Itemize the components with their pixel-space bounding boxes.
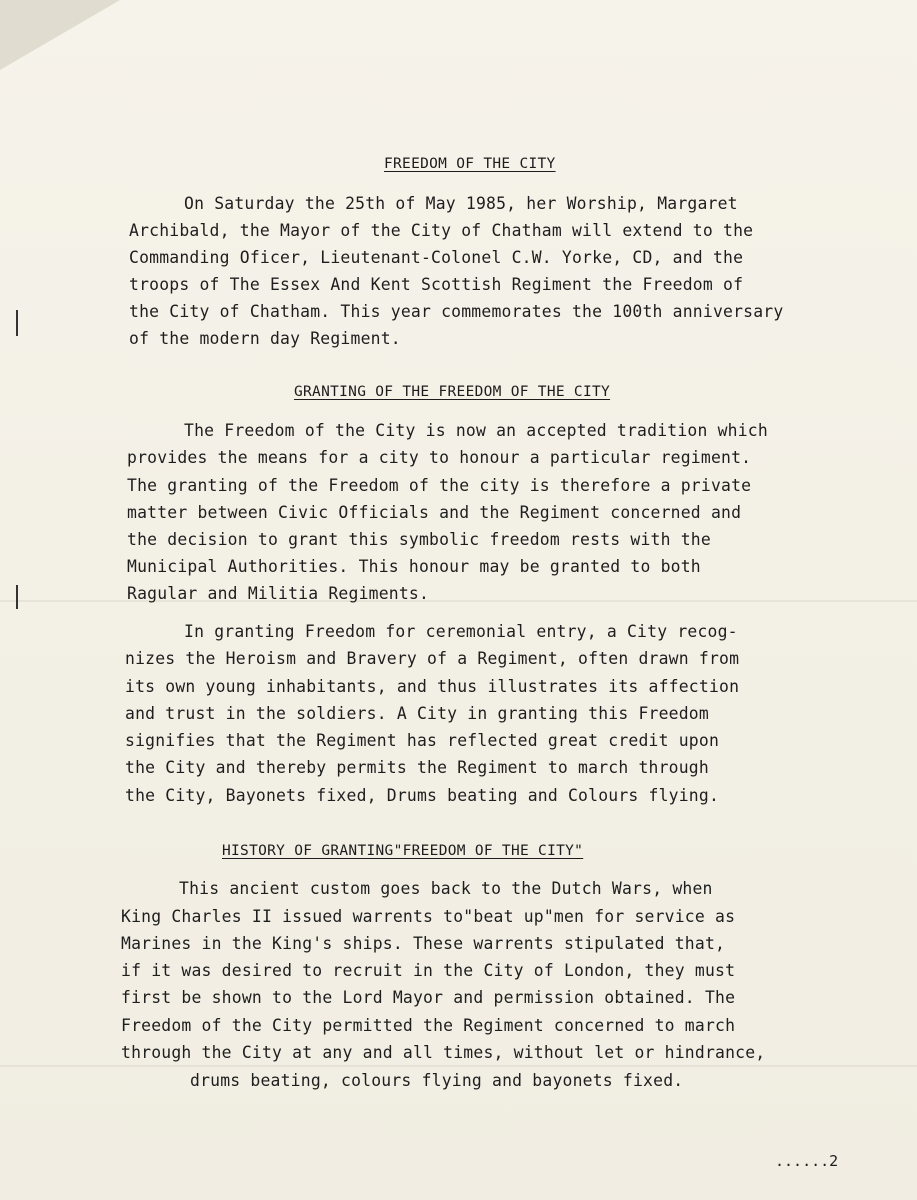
margin-mark [16, 310, 18, 336]
text-line: King Charles II issued warrents to"beat up"men for service as [121, 907, 736, 926]
heading-freedom-of-the-city: FREEDOM OF THE CITY [384, 156, 556, 172]
text-line: first be shown to the Lord Mayor and permission obtained. The [121, 988, 736, 1007]
text-line: of the modern day Regiment. [129, 329, 401, 348]
text-line: This ancient custom goes back to the Dutch Wars, when [179, 879, 713, 898]
margin-mark [16, 585, 18, 609]
page-number: ......2 [775, 1152, 839, 1170]
text-line: Commanding Oficer, Lieutenant-Colonel C.W. Yorke, CD, and the [129, 248, 744, 267]
paper-fold [0, 1065, 917, 1067]
text-line: through the City at any and all times, without let or hindrance, [121, 1043, 766, 1062]
text-line: The Freedom of the City is now an accepted tradition which [184, 421, 768, 440]
text-line: signifies that the Regiment has reflected great credit upon [125, 731, 720, 750]
text-line: the City, Bayonets fixed, Drums beating and Colours flying. [125, 786, 720, 805]
text-line: its own young inhabitants, and thus illustrates its affection [125, 677, 740, 696]
text-line: The granting of the Freedom of the city is therefore a private [127, 476, 752, 495]
text-line: Freedom of the City permitted the Regiment concerned to march [121, 1016, 736, 1035]
text-line: Ragular and Militia Regiments. [127, 584, 430, 603]
heading-history-of-granting: HISTORY OF GRANTING"FREEDOM OF THE CITY" [222, 843, 584, 859]
text-line: provides the means for a city to honour a particular regiment. [127, 448, 752, 467]
text-line: troops of The Essex And Kent Scottish Regiment the Freedom of [129, 275, 744, 294]
text-line: and trust in the soldiers. A City in granting this Freedom [125, 704, 709, 723]
text-line: drums beating, colours flying and bayonets fixed. [190, 1071, 684, 1090]
text-line: the decision to grant this symbolic freedom rests with the [127, 530, 711, 549]
folded-corner [0, 0, 120, 70]
text-line: Municipal Authorities. This honour may be granted to both [127, 557, 701, 576]
text-line: matter between Civic Officials and the Regiment concerned and [127, 503, 742, 522]
text-line: Marines in the King's ships. These warrents stipulated that, [121, 934, 726, 953]
text-line: In granting Freedom for ceremonial entry, a City recog- [184, 622, 738, 641]
text-line: the City and thereby permits the Regiment to march through [125, 758, 709, 777]
text-line: On Saturday the 25th of May 1985, her Worship, Margaret [184, 194, 738, 213]
text-line: Archibald, the Mayor of the City of Chatham will extend to the [129, 221, 754, 240]
text-line: nizes the Heroism and Bravery of a Regiment, often drawn from [125, 649, 740, 668]
text-line: if it was desired to recruit in the City of London, they must [121, 961, 736, 980]
heading-granting-of-the-freedom: GRANTING OF THE FREEDOM OF THE CITY [294, 384, 611, 400]
text-line: the City of Chatham. This year commemorates the 100th anniversary [129, 302, 784, 321]
